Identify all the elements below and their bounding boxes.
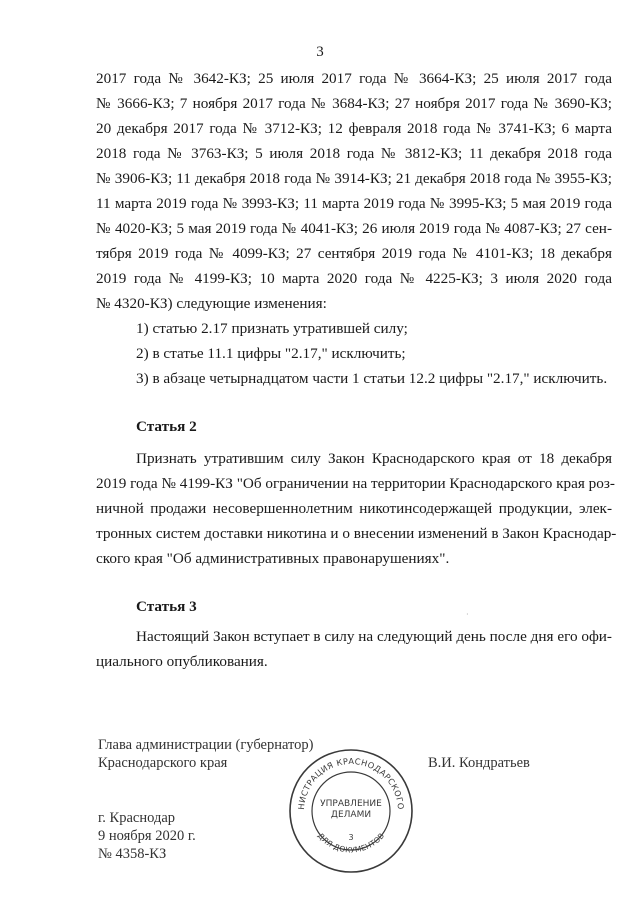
text-line: тября 2019 года № 4099-КЗ; 27 сентября 2019 года № 4101-КЗ; 18 декабря [96, 245, 612, 262]
text-line: тронных систем доставки никотина и о внесении изменений в Закон Краснодар- [96, 525, 617, 542]
article-2-heading: Статья 2 [136, 418, 197, 435]
text-line: № 4020-КЗ; 5 мая 2019 года № 4041-КЗ; 26 июля 2019 года № 4087-КЗ; 27 сен- [96, 220, 612, 237]
text-line: 20 декабря 2017 года № 3712-КЗ; 12 февраля 2018 года № 3741-КЗ; 6 марта [96, 120, 612, 137]
text-line: № 3666-КЗ; 7 ноября 2017 года № 3684-КЗ; 27 ноября 2017 года № 3690-КЗ; [96, 95, 612, 112]
text-line: 11 марта 2019 года № 3993-КЗ; 11 марта 2019 года № 3995-КЗ; 5 мая 2019 года [96, 195, 612, 212]
text-line: ничной продажи несовершеннолетним никотинсодержащей продукции, элек- [96, 500, 612, 517]
official-seal [286, 746, 416, 876]
text-line: 2018 года № 3763-КЗ; 5 июля 2018 года № 3812-КЗ; 11 декабря 2018 года [96, 145, 612, 162]
text-line: 2019 года № 4199-КЗ "Об ограничении на территории Краснодарского края роз- [96, 475, 615, 492]
seal-outer-text: НИСТРАЦИЯ КРАСНОДАРСКОГО [295, 755, 407, 811]
text-line: Признать утратившим силу Закон Краснодарского края от 18 декабря [136, 450, 612, 467]
signature-name: В.И. Кондратьев [428, 755, 530, 771]
official-seal-graphic [286, 746, 416, 876]
issue-date: 9 ноября 2020 г. [98, 828, 196, 844]
page-number: 3 [316, 44, 324, 60]
seal-number: 3 [348, 833, 354, 842]
change-item-2: 2) в статье 11.1 цифры "2.17," исключить; [136, 345, 406, 362]
text-line: ского края "Об административных правонарушениях". [96, 550, 450, 567]
text-line: циального опубликования. [96, 653, 268, 670]
text-line: № 4320-КЗ) следующие изменения: [96, 295, 327, 312]
article-3-text [96, 624, 612, 674]
text-line: Настоящий Закон вступает в силу на следующий день после дня его офи- [136, 628, 612, 645]
seal-center-line2: ДЕЛАМИ [330, 810, 372, 820]
article-2-text [96, 446, 617, 571]
text-line: 2017 года № 3642-КЗ; 25 июля 2017 года № 3664-КЗ; 25 июля 2017 года [96, 70, 612, 87]
article-3-heading: Статья 3 [136, 598, 197, 615]
signature-position-line1: Глава администрации (губернатор) [98, 737, 314, 753]
change-item-3: 3) в абзаце четырнадцатом части 1 статьи 12.2 цифры "2.17," исключить. [136, 370, 608, 387]
scan-speck: · [466, 610, 469, 619]
text-line: 2019 года № 4199-КЗ; 10 марта 2020 года № 4225-КЗ; 3 июля 2020 года [96, 270, 612, 287]
text-line: № 3906-КЗ; 11 декабря 2018 года № 3914-КЗ; 21 декабря 2018 года № 3955-КЗ; [96, 170, 612, 187]
amendments-paragraph [96, 66, 612, 391]
signature-position-line2: Краснодарского края [98, 755, 228, 771]
issue-city: г. Краснодар [98, 810, 176, 826]
seal-bottom-text: ДЛЯ ДОКУМЕНТОВ [315, 831, 387, 855]
seal-center-line1: УПРАВЛЕНИЕ [320, 799, 382, 809]
change-item-1: 1) статью 2.17 признать утратившей силу; [136, 320, 408, 337]
issue-number: № 4358-КЗ [98, 846, 167, 862]
